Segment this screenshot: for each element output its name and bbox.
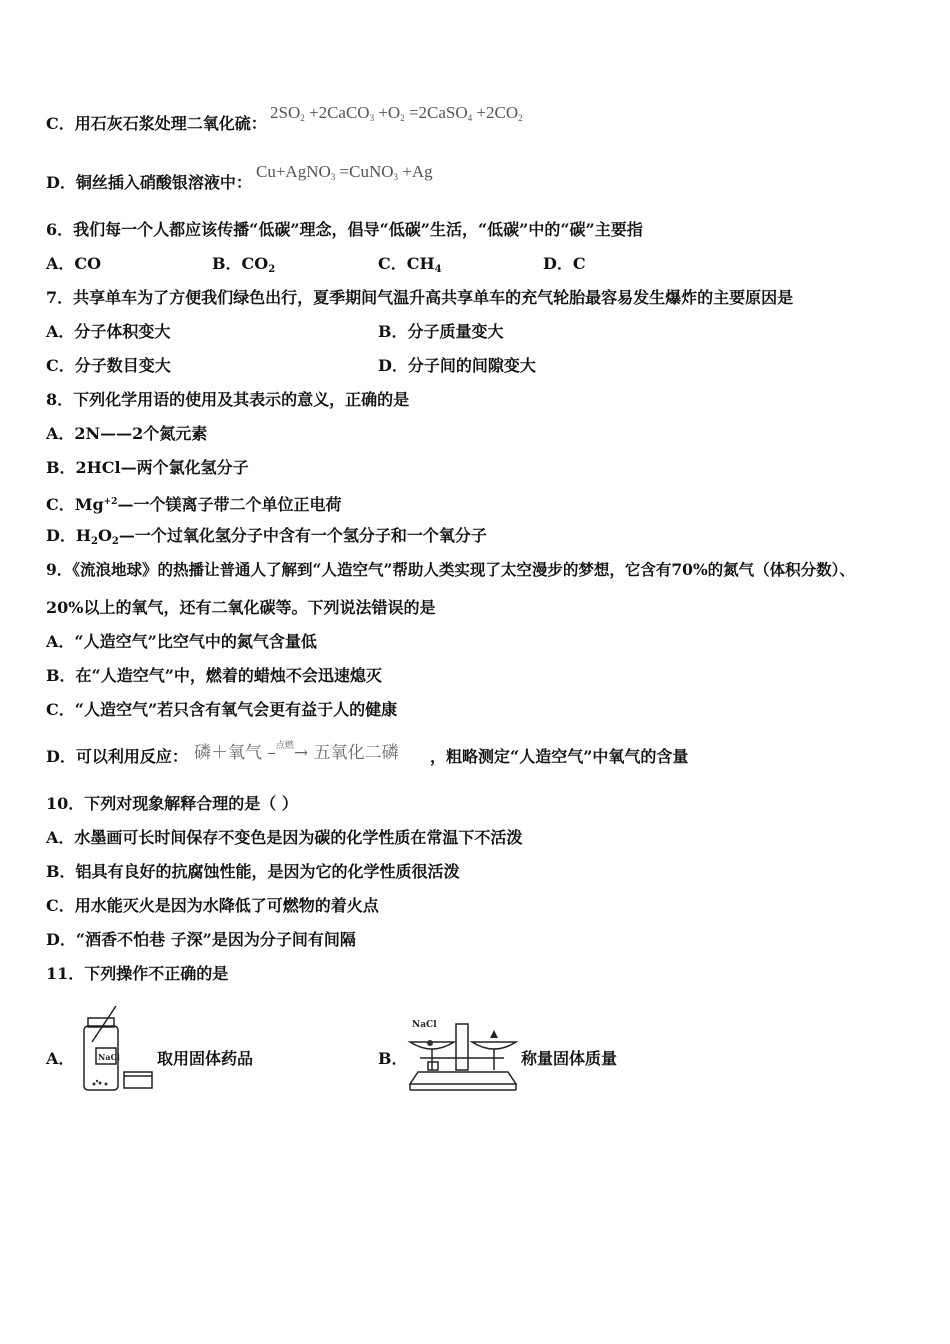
q7-stem: 7．共享单车为了方便我们绿色出行，夏季期间气温升高共享单车的充气轮胎最容易发生爆炸的主要原因是 [46, 288, 794, 307]
reagent-jar-illustration [78, 1004, 158, 1094]
q7-option-c: C．分子数目变大 [46, 356, 171, 375]
scale-label-text: NaCl [412, 1020, 437, 1030]
q7-option-a: A．分子体积变大 [46, 322, 171, 341]
q10-option-b: B．铝具有良好的抗腐蚀性能，是因为它的化学性质很活泼 [46, 862, 460, 881]
q9-option-d-reaction: 磷＋氧气 –$^{点燃}$→ 五氧化二磷 [194, 741, 399, 763]
q6-option-b: B．$CO_2$ [212, 254, 276, 275]
q5-option-d [46, 173, 252, 193]
q9-option-a: A．“人造空气”比空气中的氮气含量低 [46, 632, 317, 651]
q5-option-d-label: D．铜丝插入硝酸银溶液中： [46, 173, 252, 192]
q11-option-b-text: 称量固体质量 [521, 1049, 618, 1068]
q11-option-a-text: 取用固体药品 [157, 1049, 254, 1068]
q5-option-c-label: C．用石灰石浆处理二氧化硫： [46, 114, 267, 133]
q9-option-d [46, 747, 188, 767]
q6-option-d: D．C [543, 254, 586, 273]
q9-option-b: B．在“人造空气”中，燃着的蜡烛不会迅速熄灭 [46, 666, 382, 685]
q8-option-d: D．$H_2O_2—$一个过氧化氢分子中含有一个氢分子和一个氧分子 [46, 526, 487, 547]
q9-option-c: C．“人造空气”若只含有氧气会更有益于人的健康 [46, 700, 398, 719]
q5-option-c-equation: $2SO_2$ +2CaCO$_3$ $+O_2$ =2CaSO$_4$ $+2CO_2$ [270, 103, 523, 123]
q10-option-c: C．用水能灭火是因为水降低了可燃物的着火点 [46, 896, 379, 915]
q9-option-d-rest: ，粗略测定“人造空气”中氧气的含量 [430, 747, 689, 766]
q8-option-a: A．2N——2个氮元素 [46, 424, 208, 443]
q10-option-d: D．“酒香不怕巷 子深”是因为分子间有间隔 [46, 930, 356, 949]
q8-option-b: B．2HCl—两个氯化氢分子 [46, 458, 249, 477]
q7-option-d: D．分子间的间隙变大 [378, 356, 536, 375]
q6-option-c: C．$CH_4$ [378, 254, 442, 275]
q10-option-a: A．水墨画可长时间保存不变色是因为碳的化学性质在常温下不活泼 [46, 828, 523, 847]
q11-option-a-label: A． [46, 1049, 75, 1068]
q9-stem-line2: 20%以上的氧气，还有二氧化碳等。下列说法错误的是 [46, 598, 436, 617]
q5-option-c [46, 114, 267, 134]
q11-stem: 11．下列操作不正确的是 [46, 964, 229, 983]
q11-option-b-label: B． [378, 1049, 408, 1068]
q8-option-c: C．$Mg^{+2}—$一个镁离子带二个单位正电荷 [46, 495, 342, 514]
q7-option-b: B．分子质量变大 [378, 322, 504, 341]
q8-stem: 8．下列化学用语的使用及其表示的意义，正确的是 [46, 390, 410, 409]
q9-stem-line1: 9．《流浪地球》的热播让普通人了解到“人造空气”帮助人类实现了太空漫步的梦想，它含有70%的氮气（体积分数）、 [46, 560, 855, 579]
q6-option-a: A．CO [46, 254, 102, 273]
q6-stem: 6．我们每一个人都应该传播“低碳”理念，倡导“低碳”生活，“低碳”中的“碳”主要指 [46, 220, 643, 239]
jar-label-text: NaCl [98, 1052, 120, 1062]
q9-option-d-label: D．可以利用反应： [46, 747, 188, 766]
q5-option-d-equation: Cu+AgNO$_3$ =CuNO$_3$ +Ag [256, 162, 433, 182]
q10-stem: 10．下列对现象解释合理的是（ ） [46, 794, 298, 813]
balance-scale-illustration [404, 1016, 522, 1092]
